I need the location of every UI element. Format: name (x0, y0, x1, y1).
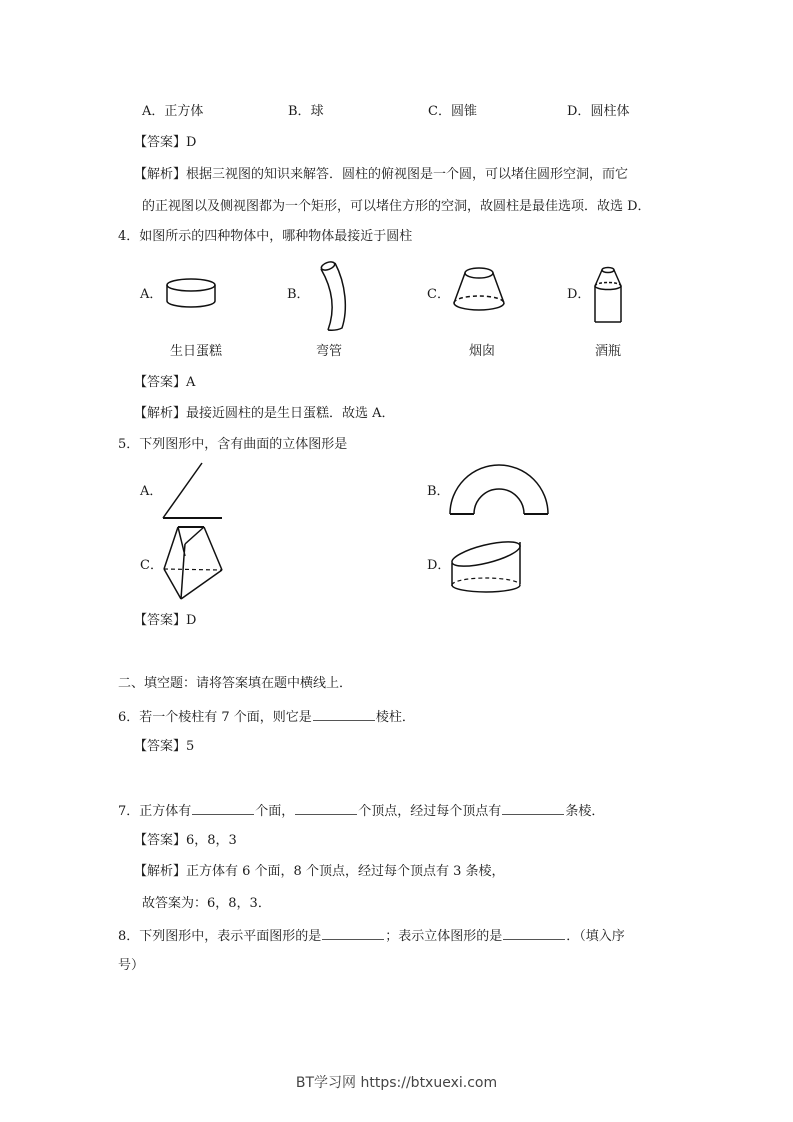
q6-answer: 【答案】5 (134, 739, 195, 754)
q5-option-b-letter: B． (427, 484, 450, 499)
q5-option-d-letter: D． (427, 558, 451, 573)
q7-answer: 【答案】6，8，3 (134, 833, 237, 848)
q3-analysis-line1: 【解析】根据三视图的知识来解答．圆柱的俯视图是一个圆，可以堵住圆形空洞，而它 (134, 167, 629, 182)
q4-caption-c: 烟囱 (469, 344, 496, 359)
q3-answer: 【答案】D (134, 135, 197, 150)
truncated-cylinder-icon (450, 538, 522, 596)
section-2-title: 二、填空题：请将答案填在题中横线上． (118, 676, 353, 691)
q4-option-a-letter: A． (140, 287, 163, 302)
q7-blank-vertices[interactable] (295, 802, 357, 815)
cake-cylinder-icon (165, 277, 219, 311)
q7-blank-faces[interactable] (192, 802, 254, 815)
q8-blank-plane[interactable] (322, 927, 384, 940)
frustum-chimney-icon (452, 266, 506, 316)
q5-stem: 5．下列图形中，含有曲面的立体图形是 (118, 437, 348, 452)
q4-option-d-letter: D． (567, 287, 591, 302)
q4-analysis: 【解析】最接近圆柱的是生日蛋糕．故选 A． (134, 406, 395, 421)
q4-caption-d: 酒瓶 (595, 344, 622, 359)
q7-analysis: 【解析】正方体有 6 个面，8 个顶点，经过每个顶点有 3 条棱， (134, 864, 505, 879)
q7-stem: 7．正方体有 个面， 个顶点，经过每个顶点有 条棱． (118, 804, 605, 819)
q5-answer: 【答案】D (134, 613, 197, 628)
q8-stem-line1: 8．下列图形中，表示平面图形的是 ；表示立体图形的是 ．（填入序 (118, 929, 625, 944)
q4-caption-a: 生日蛋糕 (170, 344, 223, 359)
q4-option-b-letter: B． (287, 287, 310, 302)
q3-analysis-line2: 的正视图以及侧视图都为一个矩形，可以堵住方形的空洞，故圆柱是最佳选项．故选 D． (142, 199, 651, 214)
q7-blank-edges[interactable] (502, 802, 564, 815)
q3-option-b: B．球 (288, 104, 324, 119)
angle-icon (162, 461, 224, 523)
bottle-icon (593, 266, 623, 324)
q4-stem: 4．如图所示的四种物体中，哪种物体最接近于圆柱 (118, 229, 413, 244)
q3-option-d: D．圆柱体 (567, 104, 630, 119)
q6-stem: 6．若一个棱柱有 7 个面，则它是 棱柱． (118, 710, 415, 725)
q6-answer-blank[interactable] (313, 708, 375, 721)
q3-option-c: C．圆锥 (428, 104, 477, 119)
footer-watermark: BT学习网 https://btxuexi.com (295, 1075, 498, 1091)
q7-conclusion: 故答案为：6，8，3． (142, 896, 271, 911)
q4-answer: 【答案】A (134, 375, 196, 390)
q4-option-c-letter: C． (427, 287, 450, 302)
bent-pipe-icon (314, 260, 354, 332)
q3-option-a: A．正方体 (142, 104, 204, 119)
q8-stem-line2: 号） (118, 958, 145, 973)
q5-option-a-letter: A． (140, 484, 163, 499)
q5-option-c-letter: C． (140, 558, 163, 573)
polyhedron-icon (162, 525, 224, 605)
q8-blank-solid[interactable] (503, 927, 565, 940)
q4-caption-b: 弯管 (316, 344, 343, 359)
half-annulus-icon (449, 463, 551, 517)
